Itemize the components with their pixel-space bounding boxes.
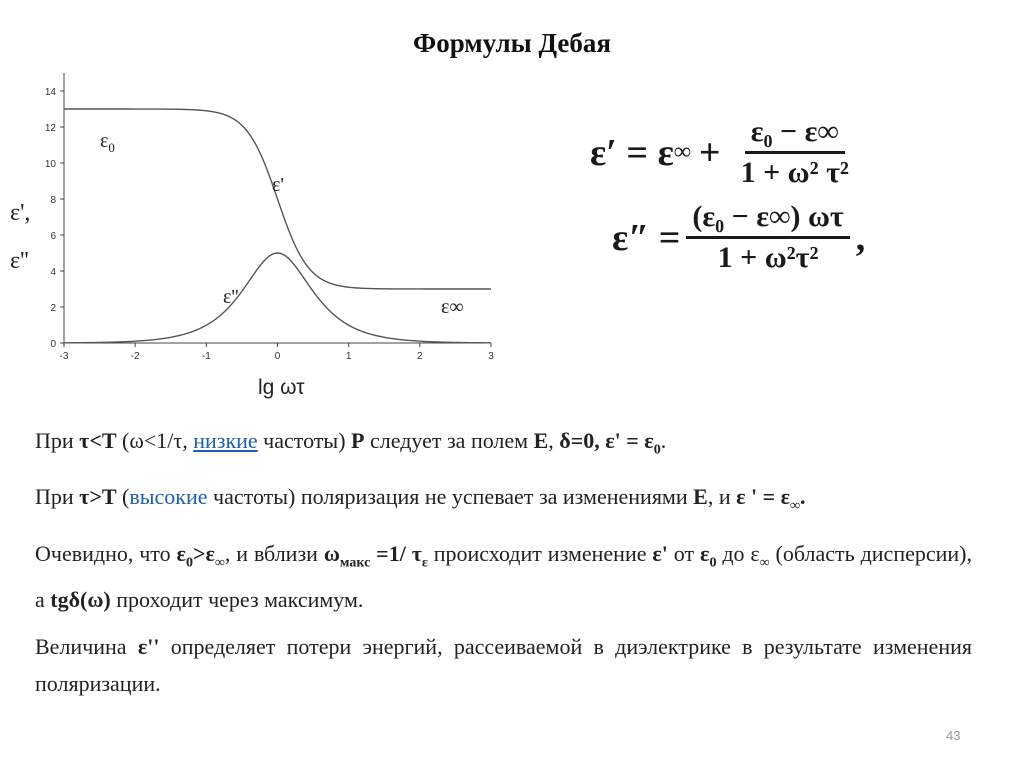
x-tick-label: 3 bbox=[488, 351, 494, 362]
p1-b: τ<T bbox=[79, 428, 117, 453]
p3-c: 0 bbox=[185, 555, 193, 571]
y-tick-label: 2 bbox=[50, 303, 56, 314]
formula-eps-double-prime bbox=[612, 200, 865, 275]
page-number: 43 bbox=[946, 728, 961, 743]
y-tick-label: 6 bbox=[50, 231, 56, 242]
y-axis-label-2: ε'' bbox=[10, 248, 29, 274]
p1-i: , bbox=[548, 428, 560, 453]
paragraph-4 bbox=[35, 628, 972, 702]
p2-a: При bbox=[35, 484, 80, 510]
p3-r: (область дисперсии), а bbox=[35, 540, 972, 613]
p3-a: Очевидно, что bbox=[35, 540, 177, 566]
formula-2-lhs: ε″ = bbox=[612, 216, 681, 259]
p1-k: 0 bbox=[653, 442, 661, 458]
x-tick-label: 2 bbox=[417, 351, 423, 362]
p3-h: макс bbox=[339, 555, 371, 571]
p3-p: до ε bbox=[716, 540, 760, 566]
eps-inf-annotation: ε∞ bbox=[441, 296, 464, 318]
formula-2-tail: , bbox=[855, 216, 866, 259]
paragraph-2 bbox=[35, 478, 972, 524]
formula-2-fraction bbox=[686, 200, 849, 275]
y-tick-label: 0 bbox=[50, 339, 56, 350]
p1-e: частоты) bbox=[257, 428, 352, 453]
chart-ticks bbox=[45, 87, 494, 362]
chart-annotations bbox=[100, 130, 464, 318]
paragraph-1 bbox=[35, 422, 972, 468]
p3-t: проходит через максимум. bbox=[110, 587, 364, 613]
p2-j: . bbox=[800, 484, 806, 510]
formula-1-lhs: ε′ = ε bbox=[590, 131, 674, 174]
p1-l: . bbox=[660, 428, 667, 453]
y-tick-label: 12 bbox=[44, 123, 56, 134]
p1-h: Е bbox=[533, 428, 549, 453]
p1-j: δ=0, ε' = ε bbox=[559, 428, 654, 453]
p3-s: tgδ(ω) bbox=[50, 587, 111, 613]
slide-title: Формулы Дебая bbox=[413, 28, 611, 58]
debye-chart bbox=[0, 60, 520, 370]
p2-f: Е bbox=[693, 484, 708, 510]
p4-b: ε'' bbox=[137, 634, 160, 660]
x-tick-label: -2 bbox=[130, 351, 140, 362]
eps-prime-curve bbox=[64, 109, 491, 289]
formula-eps-prime bbox=[590, 115, 861, 190]
p1-f: Р bbox=[351, 428, 365, 453]
p1-c: (ω<1/τ, bbox=[116, 428, 194, 453]
p3-n: ε bbox=[700, 540, 710, 566]
x-tick-label: 1 bbox=[345, 351, 352, 362]
eps-prime-annotation: ε' bbox=[272, 174, 285, 196]
formula-1-plus: + bbox=[698, 131, 721, 174]
formula-1-fraction bbox=[735, 115, 855, 190]
eps0-annotation: $\varepsilon_0$ bbox=[100, 130, 115, 155]
p2-high: высокие bbox=[129, 484, 208, 510]
formula-1-denominator: 1 + ω² τ² bbox=[740, 156, 849, 189]
p2-b: τ>T bbox=[79, 484, 117, 510]
formula-2-numerator: (ε₀ − ε∞) ωτ bbox=[686, 200, 849, 239]
y-tick-label: 10 bbox=[44, 159, 56, 170]
p4-c: определяет потери энергий, рассеиваемой в диэлектрике в результате изменения поляризации. bbox=[35, 634, 972, 697]
x-tick-label: -3 bbox=[59, 351, 69, 362]
formula-1-numerator: ε₀ − ε∞ bbox=[745, 115, 845, 154]
body-text bbox=[35, 422, 972, 712]
p2-h: ε ' = ε bbox=[736, 484, 791, 510]
formula-2-denominator: 1 + ω²τ² bbox=[717, 241, 819, 274]
formula-1-lhs-sub: ∞ bbox=[673, 139, 691, 165]
chart-curves bbox=[64, 109, 491, 343]
chart-axes bbox=[64, 73, 491, 343]
p3-j: ε bbox=[421, 555, 428, 571]
p2-g: , и bbox=[707, 484, 737, 510]
y-tick-label: 4 bbox=[50, 267, 56, 278]
p2-e: частоты) поляризация не успевает за изменениями bbox=[207, 484, 694, 510]
x-tick-label: -1 bbox=[201, 351, 211, 362]
p3-o: 0 bbox=[709, 555, 717, 571]
x-tick-label: 0 bbox=[274, 351, 281, 362]
p3-f: , и вблизи bbox=[224, 540, 324, 566]
p3-e: ∞ bbox=[214, 555, 225, 571]
y-tick-label: 8 bbox=[50, 195, 56, 206]
p3-i: =1/ τ bbox=[370, 540, 422, 566]
x-axis-label: lg ωτ bbox=[258, 376, 305, 399]
eps-double-prime-annotation: ε'' bbox=[223, 286, 239, 308]
p1-g: следует за полем bbox=[364, 428, 534, 453]
y-axis-label-1: ε', bbox=[10, 200, 31, 226]
p1-a: При bbox=[35, 428, 80, 453]
p3-d: >ε bbox=[192, 540, 215, 566]
p3-b: ε bbox=[176, 540, 186, 566]
p3-m: от bbox=[667, 540, 701, 566]
p3-g: ω bbox=[323, 540, 340, 566]
p2-i: ∞ bbox=[790, 498, 801, 514]
paragraph-3 bbox=[35, 535, 972, 618]
p3-q: ∞ bbox=[759, 555, 770, 571]
p4-a: Величина bbox=[35, 634, 138, 660]
eps-double-prime-curve bbox=[64, 253, 491, 343]
p3-k: происходит изменение bbox=[427, 540, 653, 566]
p3-l: ε' bbox=[652, 540, 668, 566]
y-tick-label: 14 bbox=[44, 87, 56, 98]
p2-c: ( bbox=[116, 484, 130, 510]
p1-low-link[interactable]: низкие bbox=[193, 428, 258, 453]
